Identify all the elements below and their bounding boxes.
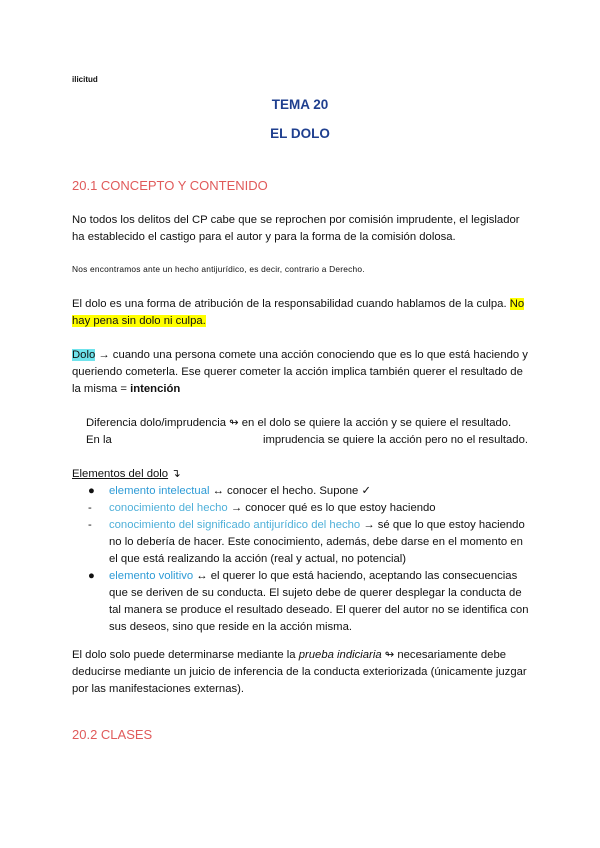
paragraph-prueba-indiciaria bbox=[72, 647, 528, 698]
paragraph-dolo-intention bbox=[72, 347, 528, 398]
topic-subtitle: EL DOLO bbox=[270, 126, 330, 141]
list-item-label: conocimiento del significado antijurídico del hecho bbox=[109, 519, 361, 531]
topic-title: TEMA 20 bbox=[271, 97, 329, 112]
list-item-label: elemento volitivo bbox=[109, 570, 194, 582]
paragraph-antijuridico: Nos encontramos ante un hecho antijurídico, es decir, contrario a Derecho. bbox=[72, 264, 365, 274]
page-header-label: ilicitud bbox=[72, 75, 98, 84]
dolo-intention-text: → cuando una persona comete una acción conociendo que es lo que está haciendo y queriendo cometerla. Ese querer cometer la acción implica también querer el resultado de la misma = bbox=[72, 349, 528, 395]
arrow-down-icon: ↴ bbox=[171, 468, 181, 480]
elements-list bbox=[72, 483, 528, 633]
paragraph-dolo-definition bbox=[72, 296, 528, 330]
section-heading-concept: 20.1 CONCEPTO Y CONTENIDO bbox=[72, 178, 268, 193]
paragraph-intro: No todos los delitos del CP cabe que se reprochen por comisión imprudente, el legislador ha establecido el castigo para el autor y para la forma de la comisión dolosa. bbox=[72, 214, 520, 243]
paragraph-difference-line2: imprudencia se quiere la acción pero no el resultado. bbox=[262, 434, 528, 446]
list-item-label: conocimiento del hecho bbox=[109, 502, 228, 514]
list-item-text: → conocer qué es lo que estoy haciendo bbox=[230, 502, 436, 514]
prueba-text-after: ↬ necesariamente debe deducirse mediante un juicio de inferencia de la conducta exteriorizada (únicamente juzgar por las manifestaciones externas). bbox=[72, 649, 527, 695]
bullet-icon: ● bbox=[88, 570, 95, 582]
highlighted-principle: No hay pena sin dolo ni culpa. bbox=[72, 298, 525, 327]
dolo-term: Dolo bbox=[72, 349, 96, 361]
list-item-text: ↔ el querer lo que está haciendo, aceptando las consecuencias que se deriven de su conducta. El sujeto debe de querer desplegar la conducta de tal manera se produce el resultado deseado. El querer del autor no se identifica con sus deseos, sino que reside en la acción misma. bbox=[109, 570, 529, 633]
paragraph-difference-line1: Diferencia dolo/imprudencia ↬ en el dolo se quiere la acción y se quiere el resultado. En la bbox=[86, 417, 512, 446]
bullet-icon: ● bbox=[88, 485, 95, 497]
dash-icon: - bbox=[88, 502, 92, 514]
elements-heading-row bbox=[72, 466, 528, 483]
list-item-label: elemento intelectual bbox=[109, 485, 210, 497]
dolo-definition-text: El dolo es una forma de atribución de la responsabilidad cuando hablamos de la culpa. bbox=[72, 298, 507, 310]
list-item-text: ↔ conocer el hecho. Supone ✓ bbox=[212, 485, 371, 497]
elements-heading: Elementos del dolo bbox=[72, 468, 169, 480]
section-heading-classes: 20.2 CLASES bbox=[72, 727, 153, 742]
list-item-text: → sé que lo que estoy haciendo no lo debería de hacer. Este conocimiento, además, debe darse en el momento en el que está realizando la acción (real y actual, no potencial) bbox=[109, 519, 525, 565]
prueba-text-before: El dolo solo puede determinarse mediante la bbox=[72, 649, 296, 661]
prueba-indiciaria-term: prueba indiciaria bbox=[298, 649, 382, 661]
intention-emphasis: intención bbox=[130, 383, 181, 395]
dash-icon: - bbox=[88, 519, 92, 531]
